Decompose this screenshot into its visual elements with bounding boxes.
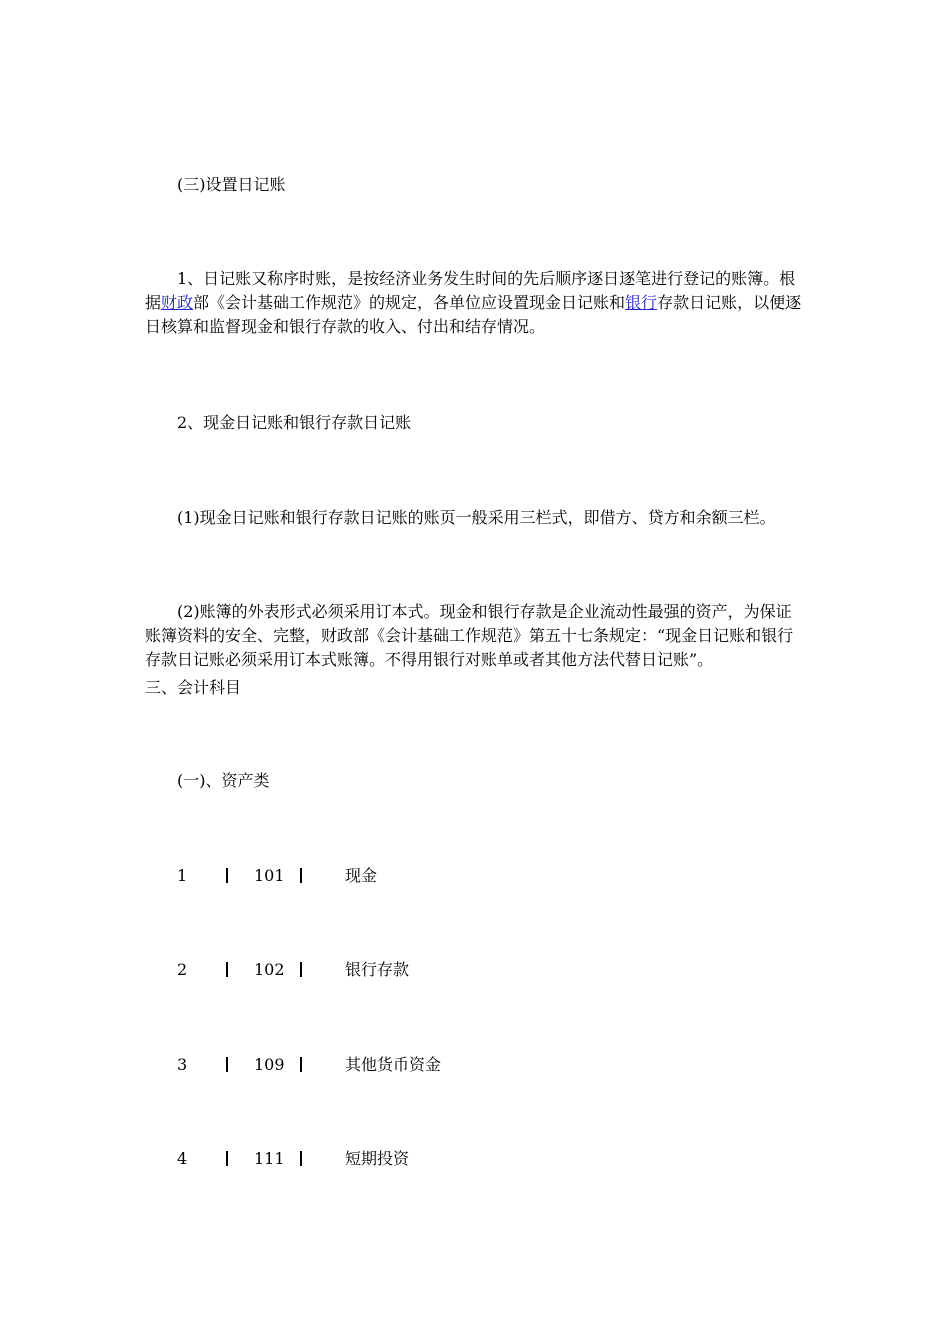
account-name: 短期投资 [345,1149,410,1168]
paragraph-bound-book: (2)账簿的外表形式必须采用订本式。现金和银行存款是企业流动性最强的资产，为保证账簿资料的安全、完整，财政部《会计基础工作规范》第五十七条规定：“现金日记账和银行存款日记账必须采用订本式账簿。不得用银行对账单或者其他方法代替日记账”。 [145,602,794,669]
account-name: 现金 [345,866,378,885]
column-separator [226,864,228,888]
column-separator [300,958,302,982]
account-number: 4 [177,1149,188,1168]
column-separator [226,1053,228,1077]
account-number: 2 [177,960,188,979]
heading-set-journal: (三)设置日记账 [177,175,286,194]
paragraph-text: 1、日记账又称序时账，是按经济业务发生时间的先后顺序逐日逐笔进行登记的账簿。根据 [145,269,796,312]
account-number: 3 [177,1055,188,1074]
paragraph-journal-definition [145,267,805,339]
paragraph-text: 部《会计基础工作规范》的规定，各单位应设置现金日记账和 [193,293,626,312]
link-bank[interactable]: 银行 [625,293,658,312]
column-separator [300,864,302,888]
heading-accounting-subjects: 三、会计科目 [145,678,242,697]
heading-assets: (一)、资产类 [177,771,270,790]
paragraph-text: 存款日记账，以便逐日核算和监督现金和银行存款的收入、付出和结存情况。 [145,293,802,336]
column-separator [226,1147,228,1171]
account-code: 109 [254,1055,285,1074]
account-code: 101 [254,866,285,885]
column-separator [226,958,228,982]
heading-cash-bank-journal: 2、现金日记账和银行存款日记账 [177,413,412,432]
link-finance[interactable]: 财政 [161,293,194,312]
account-code: 111 [254,1149,285,1168]
account-name: 其他货币资金 [345,1055,442,1074]
account-name: 银行存款 [345,960,410,979]
column-separator [300,1053,302,1077]
paragraph-three-column: (1)现金日记账和银行存款日记账的账页一般采用三栏式，即借方、贷方和余额三栏。 [177,508,776,527]
account-number: 1 [177,866,188,885]
account-code: 102 [254,960,285,979]
column-separator [300,1147,302,1171]
